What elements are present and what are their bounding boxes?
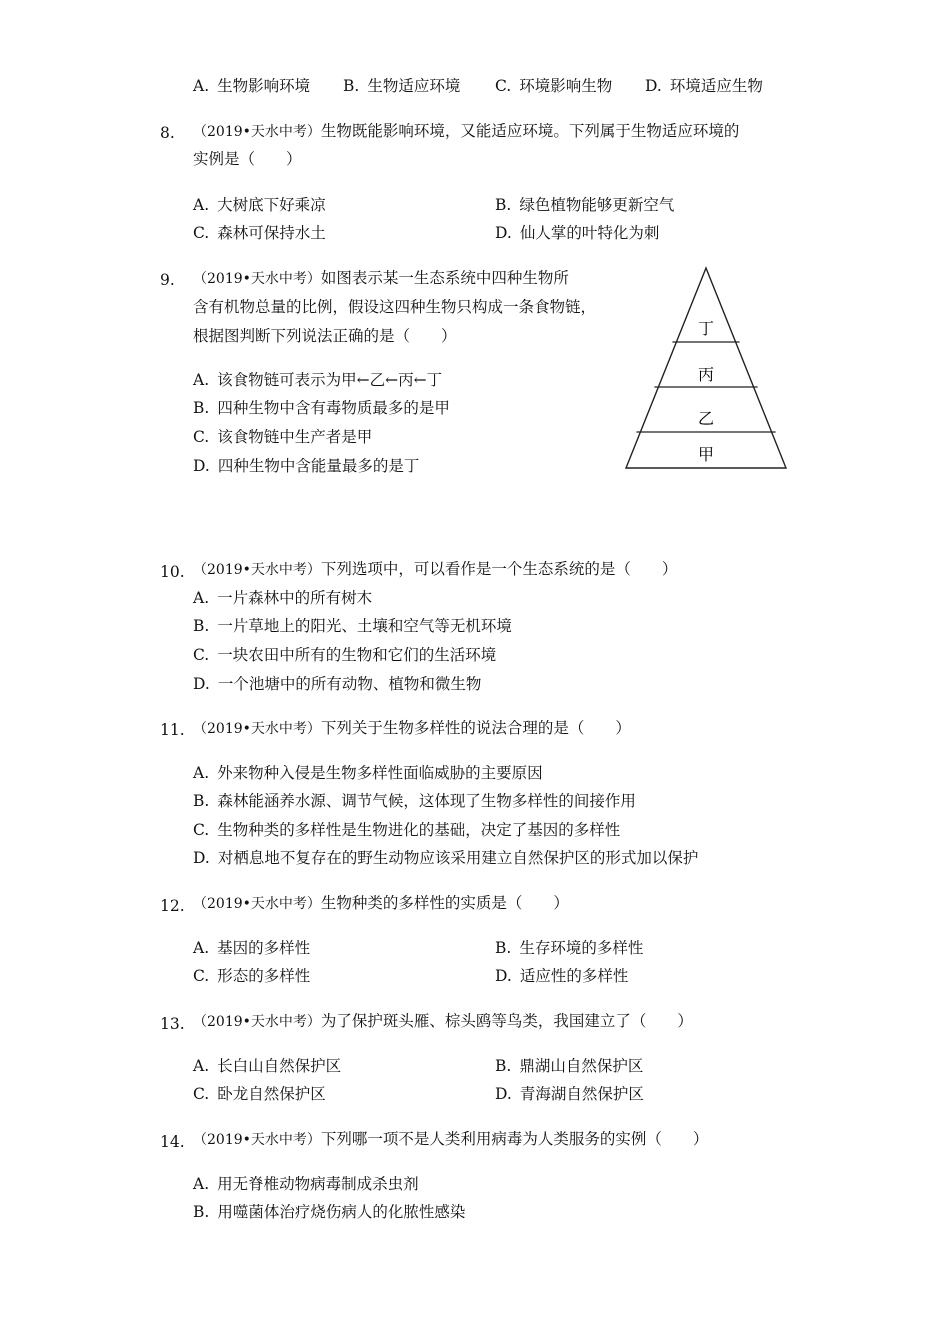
energy-pyramid-diagram <box>620 262 792 474</box>
q7-option-b: B. 生物适应环境 <box>343 77 461 95</box>
q9-stem-line3: 根据图判断下列说法正确的是（ ） <box>193 327 457 345</box>
q10-option-b: B. 一片草地上的阳光、土壤和空气等无机环境 <box>193 617 512 635</box>
q7-option-c: C. 环境影响生物 <box>495 77 613 95</box>
q13-option-c: C. 卧龙自然保护区 <box>193 1085 326 1103</box>
q13-option-b: B. 鼎湖山自然保护区 <box>495 1057 644 1075</box>
q11-option-a: A. 外来物种入侵是生物多样性面临威胁的主要原因 <box>193 764 543 782</box>
q12-option-a: A. 基因的多样性 <box>193 939 311 957</box>
q9-option-c: C. 该食物链中生产者是甲 <box>193 428 373 446</box>
q8-option-a: A. 大树底下好乘凉 <box>193 196 326 214</box>
pyramid-level-1: 丁 <box>697 319 715 338</box>
q7-option-a: A. 生物影响环境 <box>193 77 311 95</box>
q9-stem-line2: 含有机物总量的比例，假设这四种生物只构成一条食物链， <box>193 298 597 316</box>
q12-stem: （2019•天水中考）生物种类的多样性的实质是（ ） <box>193 894 569 912</box>
q12-option-c: C. 形态的多样性 <box>193 967 311 985</box>
q10-stem: （2019•天水中考）下列选项中，可以看作是一个生态系统的是（ ） <box>193 560 678 578</box>
q7-option-d: D. 环境适应生物 <box>645 77 763 95</box>
q8-option-c: C. 森林可保持水土 <box>193 224 326 242</box>
q14-stem: （2019•天水中考）下列哪一项不是人类利用病毒为人类服务的实例（ ） <box>193 1130 709 1148</box>
q8-stem-line1: （2019•天水中考）生物既能影响环境，又能适应环境。下列属于生物适应环境的 <box>193 122 740 140</box>
pyramid-level-3: 乙 <box>697 409 715 428</box>
q14-option-b: B. 用噬菌体治疗烧伤病人的化脓性感染 <box>193 1203 466 1221</box>
q14-option-a: A. 用无脊椎动物病毒制成杀虫剂 <box>193 1175 419 1193</box>
q9-option-a: A. 该食物链可表示为甲←乙←丙←丁 <box>193 371 443 389</box>
q8-option-b: B. 绿色植物能够更新空气 <box>495 196 675 214</box>
q10-option-a: A. 一片森林中的所有树木 <box>193 589 373 607</box>
q11-stem: （2019•天水中考）下列关于生物多样性的说法合理的是（ ） <box>193 719 631 737</box>
q10-option-d: D. 一个池塘中的所有动物、植物和微生物 <box>193 675 482 693</box>
q11-option-c: C. 生物种类的多样性是生物进化的基础，决定了基因的多样性 <box>193 821 621 839</box>
q11-option-d: D. 对栖息地不复存在的野生动物应该采用建立自然保护区的形式加以保护 <box>193 849 699 867</box>
q13-stem: （2019•天水中考）为了保护斑头雁、棕头鸥等鸟类，我国建立了（ ） <box>193 1012 693 1030</box>
q12-number: 12. <box>160 897 185 915</box>
q12-option-d: D. 适应性的多样性 <box>495 967 629 985</box>
q13-option-d: D. 青海湖自然保护区 <box>495 1085 644 1103</box>
q8-stem-line2: 实例是（ ） <box>193 150 302 168</box>
q9-option-b: B. 四种生物中含有毒物质最多的是甲 <box>193 399 450 417</box>
q9-option-d: D. 四种生物中含能量最多的是丁 <box>193 457 420 475</box>
q13-number: 13. <box>160 1015 185 1033</box>
pyramid-level-4: 甲 <box>697 445 715 464</box>
q9-number: 9. <box>160 271 175 289</box>
q8-number: 8. <box>160 124 175 142</box>
q11-number: 11. <box>160 721 185 739</box>
q13-option-a: A. 长白山自然保护区 <box>193 1057 342 1075</box>
q14-number: 14. <box>160 1133 185 1151</box>
q10-number: 10. <box>160 563 185 581</box>
q10-option-c: C. 一块农田中所有的生物和它们的生活环境 <box>193 646 497 664</box>
q12-option-b: B. 生存环境的多样性 <box>495 939 644 957</box>
q8-option-d: D. 仙人掌的叶特化为刺 <box>495 224 660 242</box>
q11-option-b: B. 森林能涵养水源、调节气候，这体现了生物多样性的间接作用 <box>193 792 636 810</box>
pyramid-level-2: 丙 <box>697 365 715 384</box>
q9-stem-line1: （2019•天水中考）如图表示某一生态系统中四种生物所 <box>193 269 569 287</box>
